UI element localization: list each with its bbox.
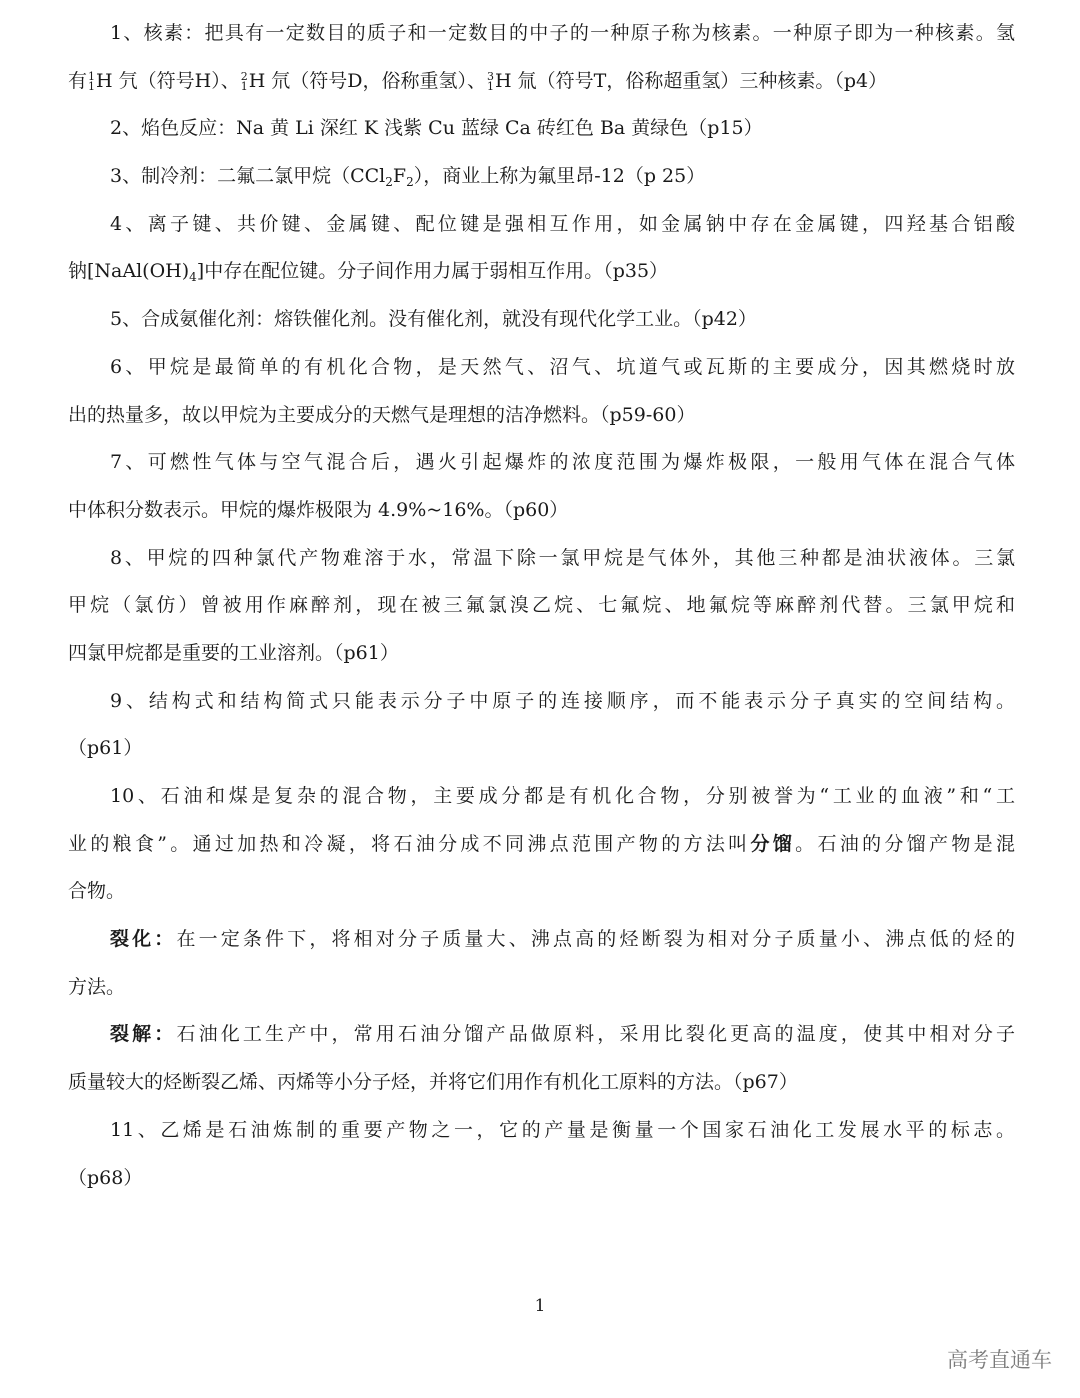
atomic-number: 1 — [240, 79, 248, 93]
mass-number: 3 — [487, 69, 495, 83]
text-run: 3、制冷剂：二氟二氯甲烷（CCl — [110, 165, 386, 188]
text-line — [68, 964, 1015, 1012]
text-run: 8、甲烷的四种氯代产物难溶于水，常温下除一氯甲烷是气体外，其他三种都是油状液体。三氯 — [110, 546, 1015, 569]
text-run: 合物。 — [68, 880, 126, 903]
subscript: 4 — [189, 270, 197, 285]
paragraph — [68, 153, 1015, 201]
text-run: 甲烷（氯仿）曾被用作麻醉剂，现在被三氟氯溴乙烷、七氟烷、地氟烷等麻醉剂代替。三氯甲烷和 — [68, 594, 1015, 617]
text-line — [68, 773, 1015, 821]
text-run: 2、焰色反应：Na 黄 Li 深红 K 浅紫 Cu 蓝绿 Ca 砖红色 Ba 黄绿色（p15） — [110, 117, 763, 140]
text-run: 6、甲烷是最简单的有机化合物，是天然气、沼气、坑道气或瓦斯的主要成分，因其燃烧时放 — [110, 355, 1015, 378]
paragraph — [68, 535, 1015, 678]
watermark: 高考直通车 — [947, 1348, 1052, 1372]
paragraph — [68, 678, 1015, 773]
text-run: 4、离子键、共价键、金属键、配位键是强相互作用，如金属钠中存在金属键，四羟基合铝酸 — [110, 212, 1015, 235]
paragraph — [68, 439, 1015, 534]
text-line — [68, 821, 1015, 869]
mass-number: 2 — [240, 69, 248, 83]
paragraph — [68, 916, 1015, 1011]
paragraph — [68, 773, 1015, 916]
subscript: 2 — [385, 175, 393, 190]
atomic-number: 1 — [487, 79, 495, 93]
paragraph — [68, 296, 1015, 344]
text-run: 业的粮食”。通过加热和冷凝，将石油分成不同沸点范围产物的方法叫 — [68, 832, 751, 855]
text-run: 11、乙烯是石油炼制的重要产物之一，它的产量是衡量一个国家石油化工发展水平的标志。 — [110, 1118, 1015, 1141]
text-run: H 氕（符号H）、 — [96, 69, 240, 92]
bold-term: 裂化： — [110, 928, 177, 951]
text-line — [68, 201, 1015, 249]
text-run: 中体积分数表示。甲烷的爆炸极限为 4.9%~16%。（p60） — [68, 498, 569, 521]
paragraph — [68, 201, 1015, 296]
paragraph — [68, 1011, 1015, 1106]
text-line — [68, 248, 1015, 296]
paragraph — [68, 10, 1015, 105]
text-line — [68, 344, 1015, 392]
paragraph — [68, 1107, 1015, 1202]
text-run: 出的热量多，故以甲烷为主要成分的天燃气是理想的洁净燃料。（p59-60） — [68, 403, 696, 426]
text-line — [68, 868, 1015, 916]
bold-term: 分馏 — [750, 832, 796, 855]
text-run: 10、石油和煤是复杂的混合物，主要成分都是有机化合物，分别被誉为“工业的血液”和“工 — [110, 785, 1015, 807]
text-line — [68, 105, 1015, 153]
text-line — [68, 439, 1015, 487]
text-run: 四氯甲烷都是重要的工业溶剂。（p61） — [68, 641, 399, 664]
text-run: 质量较大的烃断裂乙烯、丙烯等小分子烃，并将它们用作有机化工原料的方法。（p67） — [68, 1071, 798, 1094]
text-line — [68, 487, 1015, 535]
text-line — [68, 630, 1015, 678]
text-run: ），商业上称为氟里昂-12（p 25） — [413, 165, 706, 188]
text-run: 有 — [68, 69, 88, 92]
text-run: H 氚（符号T，俗称超重氢）三种核素。（p4） — [495, 69, 888, 92]
text-line — [68, 725, 1015, 773]
text-line — [68, 1107, 1015, 1155]
text-line — [68, 1059, 1015, 1107]
text-line — [68, 916, 1015, 964]
text-run: 。石油的分馏产物是混 — [795, 832, 1015, 855]
text-line — [68, 392, 1015, 440]
text-run: 在一定条件下，将相对分子质量大、沸点高的烃断裂为相对分子质量小、沸点低的烃的 — [176, 928, 1015, 951]
paragraph — [68, 344, 1015, 439]
text-line — [68, 58, 1015, 106]
text-line — [68, 296, 1015, 344]
text-line — [68, 10, 1015, 58]
atomic-number: 1 — [88, 79, 96, 93]
text-run: （p68） — [68, 1166, 143, 1189]
text-run: 9、结构式和结构简式只能表示分子中原子的连接顺序，而不能表示分子真实的空间结构。 — [110, 689, 1015, 712]
text-run: F — [392, 165, 407, 188]
paragraph — [68, 105, 1015, 153]
text-run: 钠[NaAl(OH) — [68, 260, 190, 283]
text-run: ]中存在配位键。分子间作用力属于弱相互作用。（p35） — [196, 260, 669, 283]
isotope-notation — [88, 69, 96, 93]
text-line — [68, 582, 1015, 630]
text-run: 7、可燃性气体与空气混合后，遇火引起爆炸的浓度范围为爆炸极限，一般用气体在混合气体 — [110, 451, 1015, 474]
text-run: （p61） — [68, 737, 143, 760]
isotope-notation — [487, 69, 495, 93]
text-line — [68, 535, 1015, 583]
bold-term: 裂解： — [110, 1023, 177, 1046]
isotope-notation — [240, 69, 248, 93]
mass-number: 1 — [88, 69, 96, 83]
text-line — [68, 1011, 1015, 1059]
text-line — [68, 153, 1015, 201]
document-body — [68, 10, 1015, 1202]
text-run: 1、核素：把具有一定数目的质子和一定数目的中子的一种原子称为核素。一种原子即为一种核素。氢 — [110, 22, 1015, 44]
text-run: 方法。 — [68, 975, 126, 998]
page-number: 1 — [534, 1296, 546, 1316]
text-run: H 氘（符号D，俗称重氢）、 — [248, 69, 487, 92]
text-line — [68, 1155, 1015, 1203]
text-line — [68, 678, 1015, 726]
text-run: 石油化工生产中，常用石油分馏产品做原料，采用比裂化更高的温度，使其中相对分子 — [176, 1023, 1015, 1046]
subscript: 2 — [406, 175, 414, 190]
text-run: 5、合成氨催化剂：熔铁催化剂。没有催化剂，就没有现代化学工业。（p42） — [110, 308, 757, 331]
